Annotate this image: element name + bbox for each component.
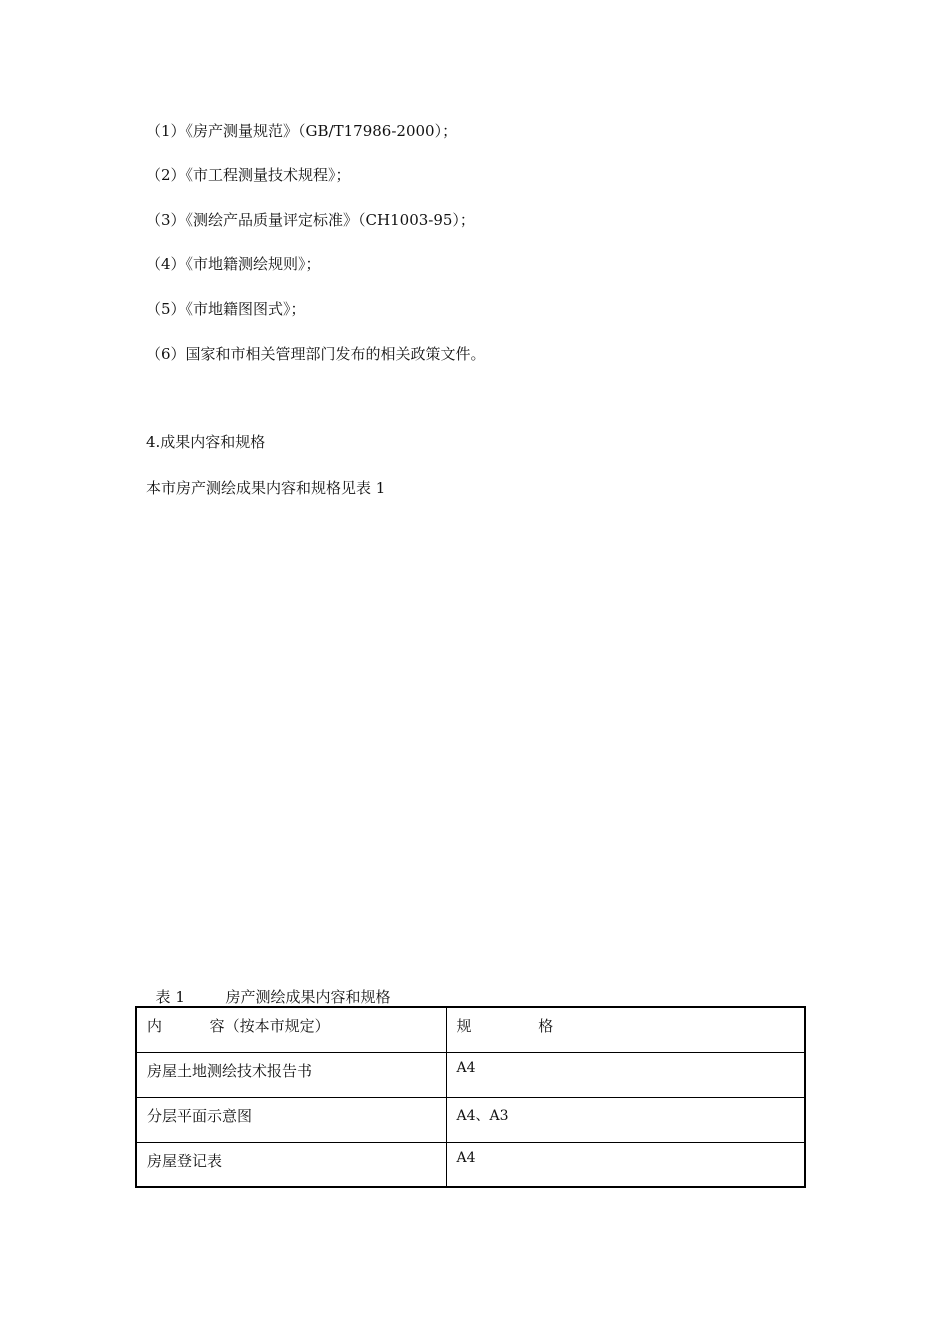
reference-item: （2）《市工程测量技术规程》； <box>146 166 351 184</box>
row-content: 房屋土地测绘技术报告书 <box>136 1052 446 1097</box>
table-caption <box>146 967 391 1007</box>
row-spec: A4 <box>446 1052 805 1097</box>
reference-item: （3）《测绘产品质量评定标准》（CH1003-95）； <box>146 211 475 229</box>
reference-item: （1）《房产测量规范》（GB/T17986-2000）； <box>146 122 458 140</box>
table-caption-title: 房产测绘成果内容和规格 <box>225 988 391 1006</box>
reference-item: （4）《市地籍测绘规则》； <box>146 255 321 273</box>
section-heading: 4.成果内容和规格 <box>146 433 266 451</box>
header-content: 内 容（按本市规定） <box>136 1007 446 1052</box>
row-content: 分层平面示意图 <box>136 1097 446 1142</box>
spec-table <box>135 1006 806 1188</box>
table-caption-label: 表 1 <box>155 988 185 1006</box>
table-row <box>136 1142 805 1187</box>
table-header-row <box>136 1007 805 1052</box>
reference-item: （5）《市地籍图图式》； <box>146 300 306 318</box>
header-spec: 规 格 <box>446 1007 805 1052</box>
row-spec: A4 <box>446 1142 805 1187</box>
table-row <box>136 1052 805 1097</box>
reference-item: （6）国家和市相关管理部门发布的相关政策文件。 <box>146 345 486 363</box>
section-intro: 本市房产测绘成果内容和规格见表 1 <box>146 479 386 497</box>
table-row <box>136 1097 805 1142</box>
row-spec: A4、A3 <box>446 1097 805 1142</box>
row-content: 房屋登记表 <box>136 1142 446 1187</box>
